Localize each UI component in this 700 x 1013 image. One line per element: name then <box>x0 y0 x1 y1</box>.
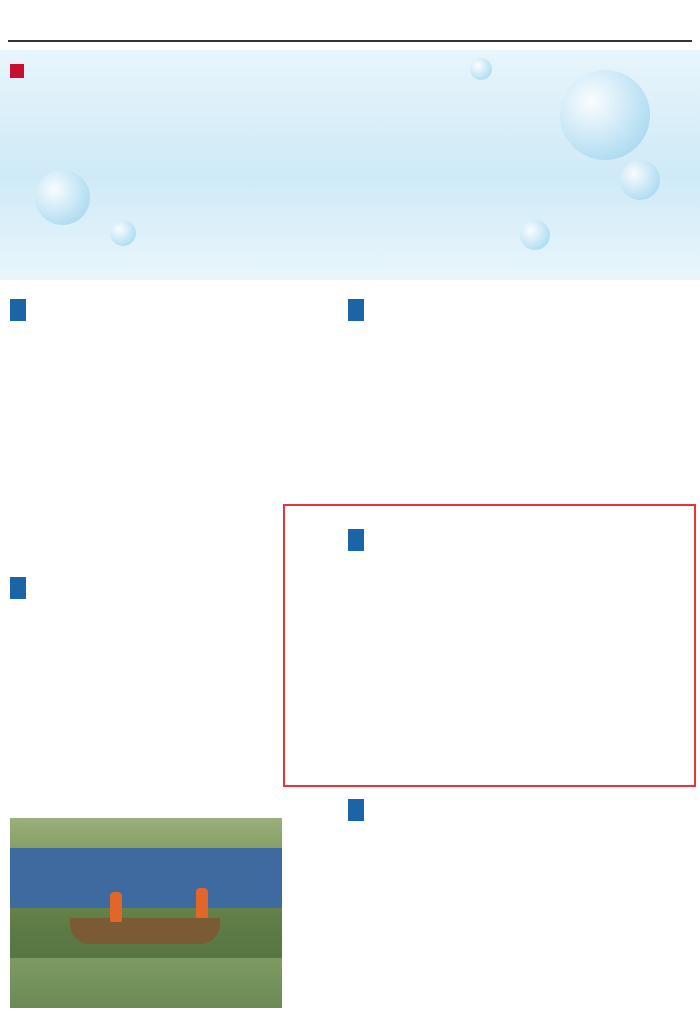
section-tag <box>348 799 364 821</box>
section-tag <box>348 299 364 321</box>
boat-canopy <box>10 848 282 908</box>
section-tag <box>10 577 26 599</box>
highlight-box <box>283 504 696 787</box>
boat <box>70 918 220 944</box>
z-logo-icon <box>10 64 24 78</box>
feature-banner <box>0 50 700 280</box>
water-drop-icon <box>520 220 550 250</box>
person <box>110 892 122 922</box>
section-header-fujian <box>348 296 370 324</box>
water-drop-icon <box>110 220 136 246</box>
masthead <box>0 0 700 44</box>
article-photo <box>10 818 282 1008</box>
water-drop-icon <box>560 70 650 160</box>
masthead-divider <box>8 40 692 42</box>
section-header-shanghai <box>10 296 32 324</box>
water-drop-icon <box>470 58 492 80</box>
section-header-jiangsu <box>348 796 370 824</box>
water-drop-icon <box>35 170 90 225</box>
water-drop-icon <box>620 160 660 200</box>
section-tag <box>10 299 26 321</box>
series-kicker <box>10 64 28 78</box>
person <box>196 888 208 918</box>
river-water <box>10 958 282 1008</box>
section-header-hubei <box>10 574 32 602</box>
